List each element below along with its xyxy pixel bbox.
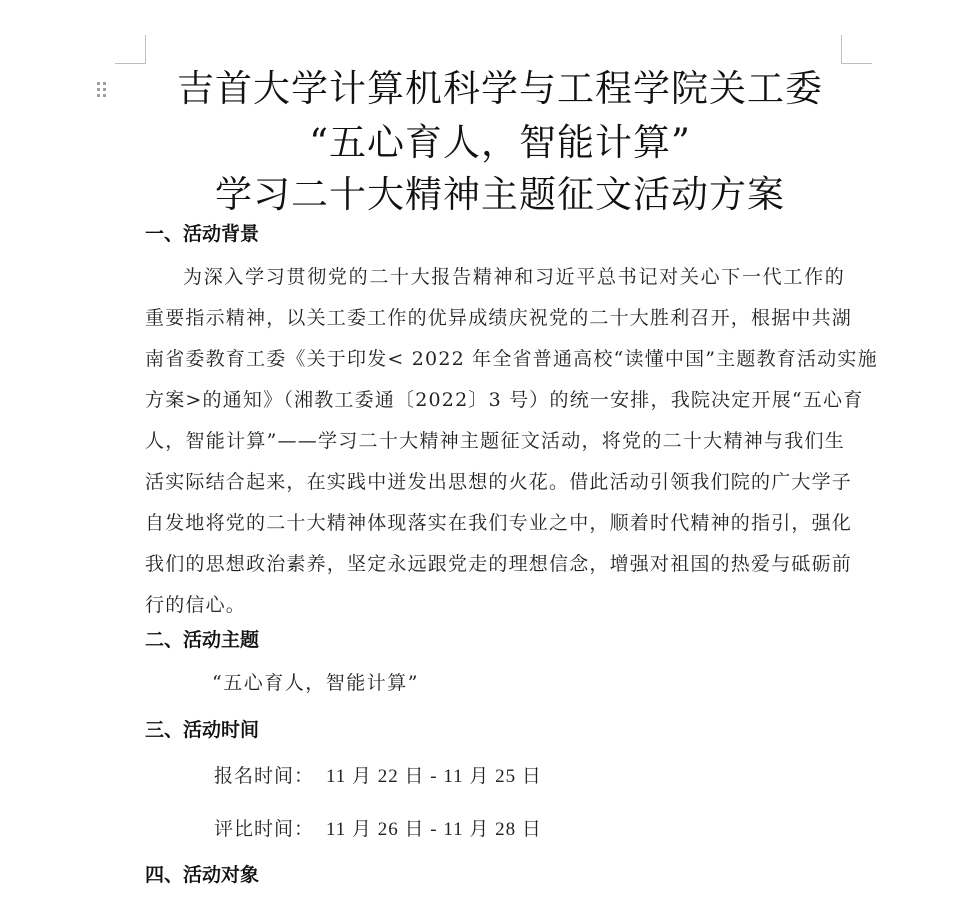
background-paragraph — [145, 257, 878, 626]
registration-time-label: 报名时间： — [214, 765, 315, 787]
paragraph-line: 活实际结合起来，在实践中迸发出思想的火花。借此活动引领我们院的广大学子 — [145, 471, 853, 493]
section-heading-participants: 四、活动对象 — [145, 864, 260, 886]
section-heading-background: 一、活动背景 — [145, 223, 260, 245]
registration-time-value: 11 月 22 日 - 11 月 25 日 — [326, 766, 542, 787]
activity-theme-text: “五心育人，智能计算” — [212, 672, 419, 694]
paragraph-drag-handle-icon[interactable] — [97, 82, 107, 98]
document-title-line-3: 学习二十大精神主题征文活动方案 — [215, 173, 785, 216]
paragraph-line: 行的信心。 — [145, 594, 247, 616]
evaluation-time-value: 11 月 26 日 - 11 月 28 日 — [326, 819, 542, 840]
evaluation-time-label: 评比时间： — [214, 818, 315, 840]
document-title-line-2: “五心育人，智能计算” — [309, 121, 691, 164]
paragraph-line: 为深入学习贯彻党的二十大报告精神和习近平总书记对关心下一代工作的 — [183, 266, 845, 288]
paragraph-line: 人，智能计算”——学习二十大精神主题征文活动，将党的二十大精神与我们生 — [145, 430, 845, 452]
margin-corner-top-right — [841, 35, 872, 64]
section-heading-time: 三、活动时间 — [145, 719, 260, 741]
paragraph-line: 重要指示精神，以关工委工作的优异成绩庆祝党的二十大胜利召开，根据中共湖 — [145, 307, 853, 329]
evaluation-time-row — [214, 820, 542, 839]
section-heading-theme: 二、活动主题 — [145, 629, 260, 651]
paragraph-line: 方案>的通知》（湘教工委通〔2022〕3 号）的统一安排，我院决定开展“五心育 — [145, 389, 864, 411]
registration-time-row — [214, 767, 542, 786]
paragraph-line: 自发地将党的二十大精神体现落实在我们专业之中，顺着时代精神的指引，强化 — [145, 512, 853, 534]
document-title-line-1: 吉首大学计算机科学与工程学院关工委 — [177, 67, 823, 110]
paragraph-line: 我们的思想政治素养，坚定永远跟党走的理想信念，增强对祖国的热爱与砥砺前 — [145, 553, 853, 575]
margin-corner-top-left — [115, 35, 146, 64]
paragraph-line: 南省委教育工委《关于印发< 2022 年全省普通高校“读懂中国”主题教育活动实施 — [145, 348, 878, 370]
